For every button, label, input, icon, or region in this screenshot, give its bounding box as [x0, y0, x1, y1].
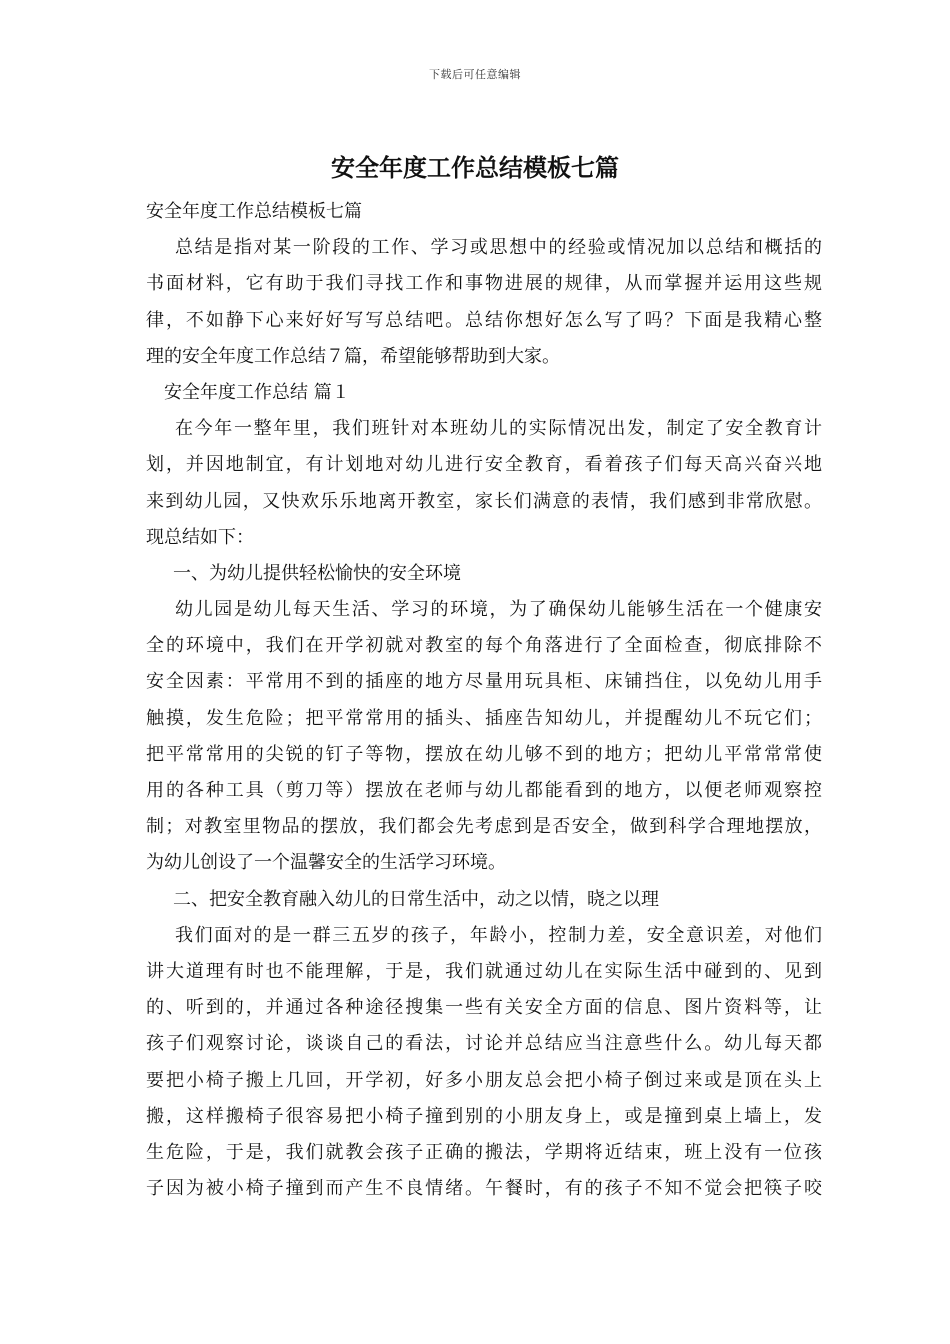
body-line: 要把小椅子搬上几回，开学初，好多小朋友总会把小椅子倒过来或是顶在头上 — [146, 1069, 822, 1091]
body-line: 划，并因地制宜，有计划地对幼儿进行安全教育，看着孩子们每天高兴奋兴地 — [146, 454, 822, 476]
body-line: 用的各种工具（剪刀等）摆放在老师与幼儿都能看到的地方，以便老师观察控 — [146, 780, 822, 801]
body-line: 律，不如静下心来好好写写总结吧。总结你想好怎么写了吗？下面是我精心整 — [146, 309, 822, 331]
body-line: 孩子们观察讨论，谈谈自己的看法，讨论并总结应当注意些什么。幼儿每天都 — [146, 1033, 822, 1055]
body-line: 全的环境中，我们在开学初就对教室的每个角落进行了全面检查，彻底排除不 — [146, 635, 822, 657]
body-line: 一、为幼儿提供轻松愉快的安全环境 — [173, 562, 461, 584]
body-line: 总结是指对某一阶段的工作、学习或思想中的经验或情况加以总结和概括的 — [175, 237, 822, 259]
body-line: 的、听到的，并通过各种途径搜集一些有关安全方面的信息、图片资料等，让 — [146, 997, 822, 1019]
body-line: 制；对教室里物品的摆放，我们都会先考虑到是否安全，做到科学合理地摆放， — [146, 816, 822, 838]
body-line: 在今年一整年里，我们班针对本班幼儿的实际情况出发，制定了安全教育计 — [175, 418, 822, 440]
document-title: 安全年度工作总结模板七篇 — [331, 153, 619, 182]
body-line: 书面材料，它有助于我们寻找工作和事物进展的规律，从而掌握并运用这些规 — [146, 273, 822, 295]
body-line: 二、把安全教育融入幼儿的日常生活中，动之以情，晓之以理 — [173, 888, 659, 910]
body-line: 安全因素：平常用不到的插座的地方尽量用玩具柜、床铺挡住，以免幼儿用手 — [146, 671, 822, 693]
body-line: 安全年度工作总结 篇１ — [164, 381, 350, 403]
body-line: 触摸，发生危险；把平常常用的插头、插座告知幼儿，并提醒幼儿不玩它们； — [146, 707, 822, 729]
body-line: 把平常常用的尖锐的钉子等物，摆放在幼儿够不到的地方；把幼儿平常常常使 — [146, 743, 822, 765]
body-line: 子因为被小椅子撞到而产生不良情绪。午餐时，有的孩子不知不觉会把筷子咬 — [146, 1178, 822, 1200]
body-line: 为幼儿创设了一个温馨安全的生活学习环境。 — [146, 852, 506, 874]
body-line: 我们面对的是一群三五岁的孩子，年龄小，控制力差，安全意识差，对他们 — [175, 924, 822, 946]
body-line: 安全年度工作总结模板七篇 — [146, 201, 362, 222]
body-line: 来到幼儿园，又快欢乐乐地离开教室，家长们满意的表情，我们感到非常欣慰。 — [146, 490, 822, 512]
body-line: 生危险，于是，我们就教会孩子正确的搬法，学期将近结束，班上没有一位孩 — [146, 1141, 822, 1163]
body-line: 讲大道理有时也不能理解，于是，我们就通过幼儿在实际生活中碰到的、见到 — [146, 960, 822, 982]
body-line: 现总结如下： — [146, 526, 254, 548]
body-line: 幼儿园是幼儿每天生活、学习的环境，为了确保幼儿能够生活在一个健康安 — [175, 599, 822, 621]
document-body — [146, 194, 822, 1207]
body-line: 理的安全年度工作总结７篇，希望能够帮助到大家。 — [146, 345, 560, 367]
header-note: 下载后可任意编辑 — [429, 68, 521, 81]
body-line: 搬，这样搬椅子很容易把小椅子撞到别的小朋友身上，或是撞到桌上墙上，发 — [146, 1105, 822, 1127]
